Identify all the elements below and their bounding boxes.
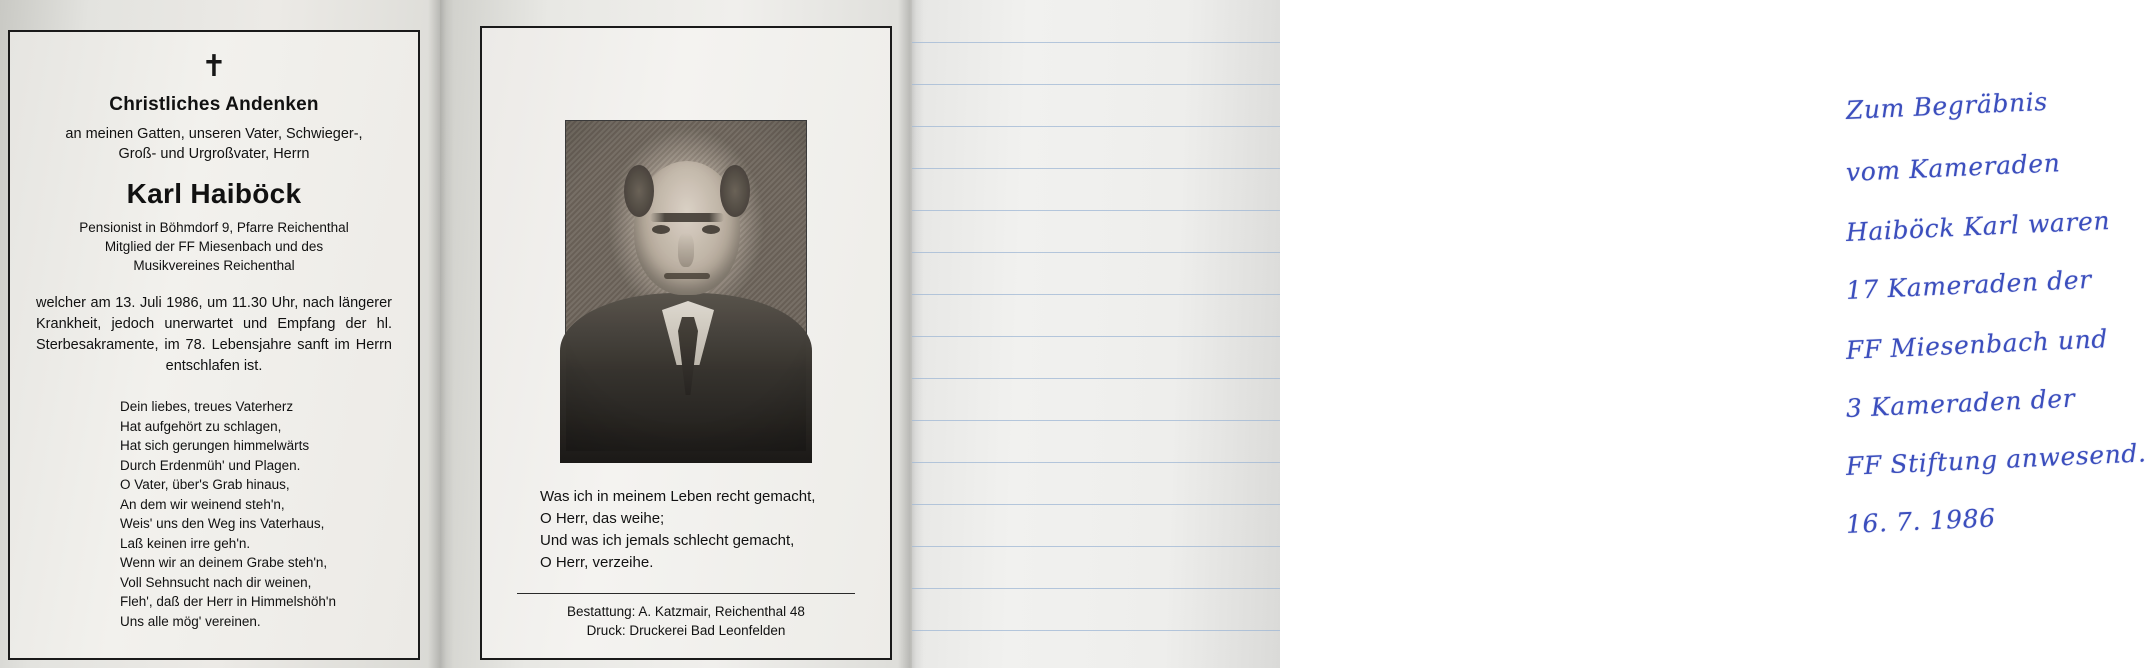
rule-line bbox=[912, 546, 1280, 547]
memorial-card-middle-panel bbox=[480, 26, 892, 660]
rule-line bbox=[912, 378, 1280, 379]
poem-line: Dein liebes, treues Vaterherz bbox=[120, 399, 294, 414]
rule-line bbox=[912, 294, 1280, 295]
poem-line: Voll Sehnsucht nach dir weinen, bbox=[120, 574, 312, 590]
handwritten-line: FF Stiftung anwesend. bbox=[1845, 438, 2147, 481]
handwritten-line: 3 Kameraden der bbox=[1845, 383, 2076, 423]
cross-icon: ✝ bbox=[201, 49, 227, 84]
verse-line: Und was ich jemals schlecht gemacht, bbox=[540, 532, 795, 549]
role-line: Mitglied der FF Miesenbach und des bbox=[104, 239, 324, 254]
portrait-photo bbox=[565, 120, 807, 452]
portrait-vignette bbox=[566, 121, 806, 451]
divider-rule bbox=[517, 593, 855, 594]
poem-line: O Vater, über's Grab hinaus, bbox=[120, 477, 290, 492]
rule-line bbox=[912, 84, 1280, 85]
rule-line bbox=[912, 252, 1280, 253]
verse-line: O Herr, verzeihe. bbox=[540, 554, 654, 571]
memorial-heading: Christliches Andenken bbox=[109, 94, 319, 115]
poem-line: Hat sich gerungen himmelwärts bbox=[120, 438, 310, 453]
footer-line: Bestattung: A. Katzmair, Reichenthal 48 bbox=[567, 604, 805, 619]
poem-line: Durch Erdenmüh' und Plagen. bbox=[120, 457, 301, 473]
poem-line: Uns alle mög' vereinen. bbox=[120, 613, 261, 629]
memorial-card-left-panel bbox=[8, 30, 420, 660]
rule-line bbox=[912, 630, 1280, 631]
rule-line bbox=[912, 168, 1280, 169]
rule-line bbox=[912, 210, 1280, 211]
rule-line bbox=[912, 462, 1280, 463]
rule-line bbox=[912, 126, 1280, 127]
obituary-paragraph: welcher am 13. Juli 1986, um 11.30 Uhr, nach längerer Krankheit, jedoch unerwartet und Empfang der hl. Sterbesakramente, im 78. Lebensjahre sanft im Herrn entschlafen ist. bbox=[36, 295, 392, 374]
notebook-page bbox=[912, 0, 2147, 668]
poem-line: Hat aufgehört zu schlagen, bbox=[120, 418, 282, 434]
rule-line bbox=[912, 420, 1280, 421]
poem-line: Weis' uns den Weg ins Vaterhaus, bbox=[120, 516, 325, 531]
handwritten-line: FF Miesenbach und bbox=[1845, 324, 2109, 365]
poem-line: Laß keinen irre geh'n. bbox=[120, 535, 251, 551]
deceased-name: Karl Haiböck bbox=[126, 178, 302, 209]
role-line: Pensionist in Böhmdorf 9, Pfarre Reichenthal bbox=[79, 220, 349, 235]
dedication-text bbox=[32, 124, 396, 164]
rule-line bbox=[912, 504, 1280, 505]
memorial-poem bbox=[32, 397, 396, 631]
card-footer bbox=[567, 602, 805, 646]
role-line: Musikvereines Reichenthal bbox=[133, 258, 295, 273]
fold-crease-left bbox=[428, 0, 454, 668]
verse-line: Was ich in meinem Leben recht gemacht, bbox=[540, 488, 816, 505]
poem-line: Wenn wir an deinem Grabe steh'n, bbox=[120, 555, 328, 570]
handwritten-line: 17 Kameraden der bbox=[1845, 264, 2093, 305]
rule-line bbox=[912, 42, 1280, 43]
rule-line bbox=[912, 336, 1280, 337]
portrait-image bbox=[566, 121, 806, 451]
handwritten-line: Haiböck Karl waren bbox=[1845, 206, 2111, 247]
rule-line bbox=[912, 588, 1280, 589]
deceased-roles bbox=[32, 218, 396, 275]
verse-line: O Herr, das weihe; bbox=[540, 510, 665, 527]
handwritten-line: Zum Begräbnis bbox=[1845, 86, 2049, 125]
dedication-line: an meinen Gatten, unseren Vater, Schwieger-, bbox=[65, 126, 363, 142]
dedication-line: Groß- und Urgroßvater, Herrn bbox=[118, 146, 310, 162]
poem-line: Fleh', daß der Herr in Himmelshöh'n bbox=[120, 594, 336, 609]
memorial-verse bbox=[506, 486, 866, 574]
poem-line: An dem wir weinend steh'n, bbox=[120, 496, 285, 512]
handwritten-date: 16. 7. 1986 bbox=[1845, 503, 1997, 539]
handwritten-line: vom Kameraden bbox=[1845, 148, 2061, 187]
footer-line: Druck: Druckerei Bad Leonfelden bbox=[586, 623, 786, 638]
